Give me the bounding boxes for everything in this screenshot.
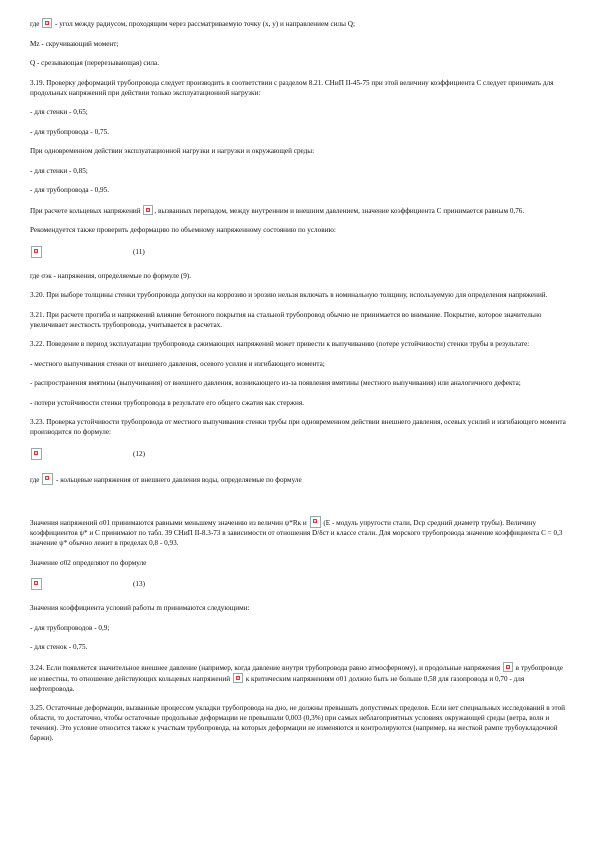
broken-image-icon [310,516,321,528]
formula-number: (11) [133,247,145,256]
spacer [30,494,570,516]
paragraph: 3.20. При выборе толщины стенки трубопровода допуски на коррозию и эрозию нельзя включать в номинальную толщину, используемую для определения напряжений. [30,291,548,299]
formula-number: (13) [133,580,145,588]
formula-13 [30,577,570,591]
paragraph: 3.22. Поведение в период эксплуатации трубопровода сжимающих напряжений может привести к выпучиванию (потере устойчивости) стенки трубы в результате: [30,340,530,348]
formula-11 [30,245,570,259]
paragraph [30,662,570,694]
paragraph: Mz - скручивающий момент; [30,39,119,48]
broken-image-icon [42,473,53,485]
text: , вызванных перепадом, между внутренним и внешним давлением, значение коэффициента C принимается равным 0,76. [154,206,525,215]
broken-image-icon [31,578,42,590]
paragraph: где σэк - напряжения, определяемые по формуле (9). [30,271,191,280]
paragraph: - потери устойчивости стенки трубопровода в результате его общего сжатия как стержня. [30,398,304,407]
text: (E - модуль упругости стали, Dср средний диаметр трубы). Величину коэффициентов ψ* и C принимают по табл. 39 СНиП II-8.3-73 в зависимости от отношения D/δст и классе стали. Для морского трубопровода значение коэффициента C = 0,3 значение ψ* обычно лежит в пределах 0,8 - 0,93. [30,519,563,547]
paragraph [30,18,570,29]
text: где [30,20,40,28]
text: где [30,475,40,484]
paragraph: - для трубопроводов - 0,9; [30,623,110,632]
paragraph: - распространения вмятины (выпучивания) от внешнего давления, возникающего из-за появления вмятины (местного выпучивания) или аналогичного дефекта; [30,379,521,387]
text: - угол между радиусом, проходящим через рассматриваемую точку (x, y) и направлением силы Q; [53,20,355,28]
text: При расчете кольцевых напряжений [30,206,141,215]
broken-image-icon [143,205,153,215]
paragraph: При одновременном действии эксплуатационной нагрузки и нагрузки и окружающей среды: [30,147,315,155]
broken-image-icon [31,448,42,460]
broken-image-icon [42,18,52,28]
document-page [30,18,570,753]
paragraph: 3.25. Остаточные деформации, вызванные процессом укладки трубопровода на дно, не должны превышать допустимых пределов. Если нет специальных исследований в этой области, то достаточно, чтобы остаточные продольные деформации не превышали 0,003 (0,3%) при самых неблагоприятных условиях окружающей среды (ветра, волн и течения). Это условие относится также к участкам трубопровода, на которых деформации не изменяются и контролируются (например, на жесткой рампе трубоукладочной баржи). [30,704,566,742]
formula-number: (12) [133,449,145,458]
paragraph: - для стенки - 0,65; [30,108,88,116]
paragraph: 3.23. Проверка устойчивости трубопровода от местного выпучивания стенки трубы при одновременном действии внешнего давления, осевых усилий и изгибающего момента производится по формуле: [30,418,566,436]
text: к критическим напряжениям σ01 должно быть не больше 0,58 для газопровода и 0,70 - для нефтепровода. [30,674,525,693]
paragraph: 3.21. При расчете прогиба и напряжений влияние бетонного покрытия на стальной трубопровод обычно не принимается во внимание. Покрытие, которое значительно увеличивает жесткость трубопровода, учитывается в расчетах. [30,310,542,329]
paragraph [30,205,570,216]
broken-image-icon [31,246,42,258]
text: Значения напряжений σ01 принимаются равными меньшему значению из величин ψ*Rк и [30,519,307,527]
paragraph: 3.19. Проверку деформаций трубопровода следует производить в соответствии с разделом 8.21. СНиП II-45-75 при этой величину коэффициента C следует принимать для продольных напряжений при действии только эксплуатационной нагрузки: [30,78,554,97]
formula-12 [30,447,570,461]
paragraph: Q - срезывающая (перерезывающая) сила. [30,59,160,67]
paragraph: - местного выпучивания стенки от внешнего давления, осевого усилия и изгибающего момента; [30,359,325,368]
paragraph [30,473,570,485]
paragraph: - для трубопровода - 0,75. [30,127,109,136]
text: 3.24. Если появляется значительное внешнее давление (например, когда давление внутри трубопровода равно атмосферному), и продольные напряжения [30,663,501,672]
paragraph [30,516,570,548]
paragraph: Значения коэффициента условий работы m принимаются следующими: [30,604,250,612]
broken-image-icon [233,673,243,683]
paragraph: - для трубопровода - 0,95. [30,186,109,194]
paragraph: - для стенок - 0,75. [30,643,88,651]
paragraph: Значение σ02 определяют по формуле [30,558,147,567]
broken-image-icon [503,662,513,672]
paragraph: - для стенки - 0,85; [30,166,88,175]
text: - кольцевые напряжения от внешнего давления воды, определяемые по формуле [54,475,302,484]
text: в трубопроводе не известны, то отношение действующих кольцевых напряжений [30,663,563,683]
paragraph: Рекомендуется также проверить деформацию по объемному напряженному состоянию по условию: [30,226,336,234]
